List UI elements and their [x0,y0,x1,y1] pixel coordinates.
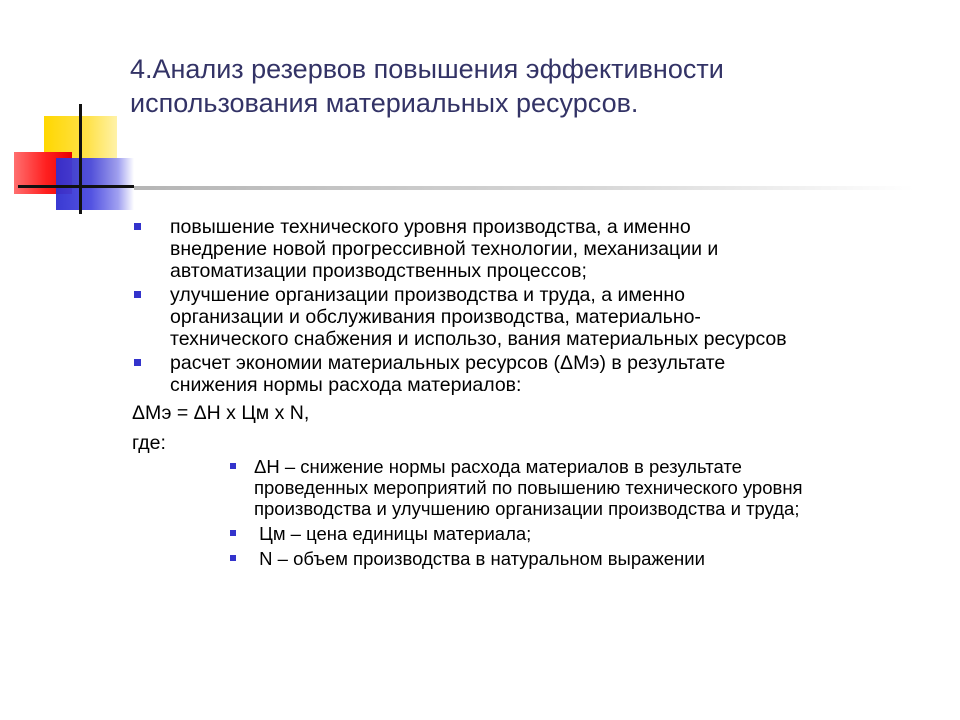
sub-bullet-line: ΔН – снижение нормы расхода материалов в результате [254,456,742,477]
square-bullet-icon [230,555,236,561]
square-bullet-icon [230,530,236,536]
sub-bullet-list [132,456,932,569]
formula: ΔМэ = ΔН х Цм х N, [132,402,310,424]
title-divider [134,186,914,190]
bullet-line: расчет экономии материальных ресурсов (ΔМэ) в результате [170,352,726,374]
square-bullet-icon [134,291,141,298]
sub-bullet-delta-h [226,456,932,519]
bullet-line: автоматизации производственных процессов; [170,260,587,282]
slide-body [132,216,932,573]
decor-vertical-line [79,104,82,214]
slide-title [130,52,910,120]
sub-bullet-line: N – объем производства в натуральном выражении [254,548,705,569]
where-label: где: [132,432,166,454]
decor-blue-square [56,158,134,210]
bullet-line: улучшение организации производства и труда, а именно [170,284,685,306]
bullet-item-tech-level [132,216,932,282]
square-bullet-icon [134,359,141,366]
bullet-line: снижения нормы расхода материалов: [170,374,522,396]
bullet-list [132,216,932,396]
bullet-line: внедрение новой прогрессивной технологии, механизации и [170,238,719,260]
decor-horizontal-line [18,185,134,188]
sub-bullet-price [226,523,932,544]
bullet-line: технического снабжения и использо, вания материальных ресурсов [170,328,787,350]
bullet-item-organization [132,284,932,350]
sub-bullet-line: проведенных мероприятий по повышению технического уровня [254,477,803,498]
slide-title-line-1: 4.Анализ резервов повышения эффективности [130,54,724,84]
sub-bullet-volume [226,548,932,569]
square-bullet-icon [134,223,141,230]
bullet-line: организации и обслуживания производства, материально- [170,306,701,328]
sub-bullet-line: Цм – цена единицы материала; [254,523,532,544]
bullet-item-savings-calc [132,352,932,396]
sub-bullet-line: производства и улучшению организации производства и труда; [254,498,800,519]
bullet-line: повышение технического уровня производства, а именно [170,216,691,238]
square-bullet-icon [230,463,236,469]
slide-title-line-2: использования материальных ресурсов. [130,88,639,118]
